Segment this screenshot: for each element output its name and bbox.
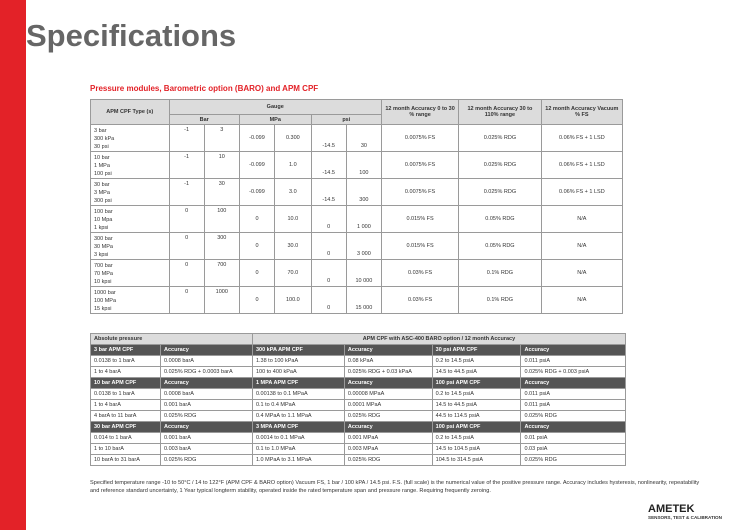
section-header-cell: Accuracy <box>161 378 253 389</box>
type-line: 1 kpsi <box>94 225 109 231</box>
table-cell: 0.025% RDG <box>161 411 253 422</box>
header-gauge: Gauge <box>169 100 381 115</box>
cell-mpa-lo: 0 <box>239 287 274 314</box>
table-cell: 0.025% RDG <box>344 455 432 466</box>
table-cell: 0.025% RDG + 0.03 kPaA <box>344 367 432 378</box>
table-cell: 104.5 to 314.5 psiA <box>432 455 521 466</box>
table-cell: 0.03 psiA <box>521 444 626 455</box>
table-cell: 0.0014 to 0.1 MPaA <box>252 433 344 444</box>
type-cell <box>91 260 170 287</box>
cell-bar-lo: 0 <box>169 206 204 233</box>
header-accuracy-low: 12 month Accuracy 0 to 30 % range <box>381 100 458 125</box>
type-cell <box>91 152 170 179</box>
cell-bar-lo: 0 <box>169 260 204 287</box>
section-header-cell: Accuracy <box>344 345 432 356</box>
cell-acc1: 0.03% FS <box>381 260 458 287</box>
table-cell: 10 barA to 31 barA <box>91 455 161 466</box>
type-line: 30 bar <box>94 182 110 188</box>
table-cell: 0.011 psiA <box>521 356 626 367</box>
table-row <box>91 444 626 455</box>
section-header-cell: 3 bar APM CPF <box>91 345 161 356</box>
cell-psi-lo: -14.5 <box>311 152 346 179</box>
table-row <box>91 400 626 411</box>
section-header-cell: 30 psi APM CPF <box>432 345 521 356</box>
baro-title-left: Absolute pressure <box>91 334 253 345</box>
table-cell: 0.025% RDG <box>344 411 432 422</box>
page-title: Specifications <box>26 18 237 53</box>
cell-bar-hi: 300 <box>204 233 239 260</box>
cell-bar-lo: -1 <box>169 179 204 206</box>
table-cell: 0.025% RDG + 0.003 psiA <box>521 367 626 378</box>
table-cell: 0.001 MPaA <box>344 433 432 444</box>
section-header-row <box>91 345 626 356</box>
type-cell <box>91 206 170 233</box>
cell-bar-hi: 10 <box>204 152 239 179</box>
section-header-cell: 3 MPA APM CPF <box>252 422 344 433</box>
cell-psi-hi: 30 <box>346 125 381 152</box>
section-header-cell: 300 kPA APM CPF <box>252 345 344 356</box>
cell-acc1: 0.0075% FS <box>381 152 458 179</box>
cell-mpa-lo: 0 <box>239 233 274 260</box>
cell-acc3: N/A <box>541 287 622 314</box>
header-psi: psi <box>311 115 381 125</box>
cell-psi-lo: 0 <box>311 206 346 233</box>
table-row <box>91 389 626 400</box>
table-cell: 14.5 to 104.5 psiA <box>432 444 521 455</box>
cell-psi-hi: 10 000 <box>346 260 381 287</box>
cell-acc1: 0.0075% FS <box>381 125 458 152</box>
table-row <box>91 433 626 444</box>
table-cell: 0.014 to 1 barA <box>91 433 161 444</box>
cell-mpa-hi: 100.0 <box>275 287 312 314</box>
type-line: 10 kpsi <box>94 279 112 285</box>
table-cell: 0.2 to 14.5 psiA <box>432 433 521 444</box>
section-heading: Pressure modules, Barometric option (BARO) and APM CPF <box>90 84 319 93</box>
table-cell: 1.0 MPaA to 3.1 MPaA <box>252 455 344 466</box>
section-header-cell: 100 psi APM CPF <box>432 378 521 389</box>
baro-spec-table <box>90 333 626 466</box>
table-row <box>91 367 626 378</box>
table-row <box>91 260 623 287</box>
table-row <box>91 411 626 422</box>
table-cell: 0.025% RDG <box>521 411 626 422</box>
cell-acc3: N/A <box>541 206 622 233</box>
table-row <box>91 206 623 233</box>
ametek-logo <box>648 503 722 520</box>
table-cell: 0.001 barA <box>161 400 253 411</box>
cell-psi-hi: 100 <box>346 152 381 179</box>
cell-acc2: 0.025% RDG <box>459 152 542 179</box>
logo-brand: AMETEK <box>648 503 695 515</box>
type-line: 3 kpsi <box>94 252 109 258</box>
cell-bar-lo: 0 <box>169 233 204 260</box>
header-bar: Bar <box>169 115 239 125</box>
type-line: 10 bar <box>94 155 110 161</box>
logo-tagline: SENSORS, TEST & CALIBRATION <box>648 515 722 520</box>
cell-bar-hi: 100 <box>204 206 239 233</box>
cell-mpa-hi: 3.0 <box>275 179 312 206</box>
section-header-cell: 10 bar APM CPF <box>91 378 161 389</box>
cpf-spec-table <box>90 99 623 314</box>
cell-acc2: 0.025% RDG <box>459 125 542 152</box>
cell-acc2: 0.025% RDG <box>459 179 542 206</box>
type-line: 3 bar <box>94 128 107 134</box>
table-cell: 0.025% RDG + 0.0003 barA <box>161 367 253 378</box>
cell-bar-hi: 1000 <box>204 287 239 314</box>
cell-mpa-lo: -0.099 <box>239 125 274 152</box>
table-cell: 0.0138 to 1 barA <box>91 356 161 367</box>
section-header-cell: 1 MPA APM CPF <box>252 378 344 389</box>
cell-bar-lo: 0 <box>169 287 204 314</box>
type-line: 300 bar <box>94 236 113 242</box>
table-cell: 4 barA to 11 barA <box>91 411 161 422</box>
cell-acc1: 0.015% FS <box>381 233 458 260</box>
type-line: 1000 bar <box>94 290 116 296</box>
table-cell: 0.1 to 0.4 MPaA <box>252 400 344 411</box>
cell-mpa-hi: 30.0 <box>275 233 312 260</box>
table-cell: 1 to 4 barA <box>91 367 161 378</box>
table-cell: 1.38 to 100 kPaA <box>252 356 344 367</box>
cell-acc3: 0.06% FS + 1 LSD <box>541 152 622 179</box>
table-cell: 100 to 400 kPaA <box>252 367 344 378</box>
page <box>26 0 750 530</box>
cell-psi-lo: 0 <box>311 260 346 287</box>
cell-mpa-lo: 0 <box>239 206 274 233</box>
table-cell: 0.0008 barA <box>161 389 253 400</box>
table-cell: 0.00008 MPaA <box>344 389 432 400</box>
type-line: 300 psi <box>94 198 112 204</box>
cell-acc1: 0.03% FS <box>381 287 458 314</box>
cell-psi-lo: -14.5 <box>311 125 346 152</box>
cell-acc1: 0.0075% FS <box>381 179 458 206</box>
cell-mpa-hi: 0.300 <box>275 125 312 152</box>
cell-mpa-lo: -0.099 <box>239 179 274 206</box>
table-cell: 0.003 barA <box>161 444 253 455</box>
cell-psi-hi: 300 <box>346 179 381 206</box>
table-cell: 0.08 kPaA <box>344 356 432 367</box>
section-header-cell: Accuracy <box>521 378 626 389</box>
header-type: APM CPF Type (s) <box>91 100 170 125</box>
cell-bar-hi: 700 <box>204 260 239 287</box>
cell-acc3: 0.06% FS + 1 LSD <box>541 179 622 206</box>
section-header-cell: Accuracy <box>161 422 253 433</box>
cell-mpa-hi: 10.0 <box>275 206 312 233</box>
header-accuracy-vacuum: 12 month Accuracy Vacuum % FS <box>541 100 622 125</box>
table-cell: 0.1 to 1.0 MPaA <box>252 444 344 455</box>
cell-acc2: 0.05% RDG <box>459 233 542 260</box>
section-header-row <box>91 422 626 433</box>
type-cell <box>91 233 170 260</box>
type-cell <box>91 179 170 206</box>
cell-psi-hi: 15 000 <box>346 287 381 314</box>
table-row <box>91 179 623 206</box>
section-header-cell: Accuracy <box>344 378 432 389</box>
table-cell: 0.4 MPaA to 1.1 MPaA <box>252 411 344 422</box>
section-header-row <box>91 378 626 389</box>
cell-acc1: 0.015% FS <box>381 206 458 233</box>
table-cell: 0.2 to 14.5 psiA <box>432 356 521 367</box>
cell-psi-hi: 1 000 <box>346 206 381 233</box>
cell-psi-lo: 0 <box>311 287 346 314</box>
table-cell: 0.01 psiA <box>521 433 626 444</box>
table-cell: 1 to 10 barA <box>91 444 161 455</box>
cell-acc2: 0.1% RDG <box>459 260 542 287</box>
table-cell: 0.011 psiA <box>521 400 626 411</box>
type-line: 100 bar <box>94 209 113 215</box>
table-row <box>91 152 623 179</box>
type-line: 30 MPa <box>94 244 113 250</box>
type-cell <box>91 125 170 152</box>
header-mpa: MPa <box>239 115 311 125</box>
type-line: 3 MPa <box>94 190 110 196</box>
table-row <box>91 233 623 260</box>
type-line: 1 MPa <box>94 163 110 169</box>
cell-psi-hi: 3 000 <box>346 233 381 260</box>
cell-mpa-hi: 1.0 <box>275 152 312 179</box>
type-line: 30 psi <box>94 144 109 150</box>
type-line: 15 kpsi <box>94 306 112 312</box>
table-row <box>91 287 623 314</box>
cell-psi-lo: 0 <box>311 233 346 260</box>
table-cell: 0.011 psiA <box>521 389 626 400</box>
table-row <box>91 356 626 367</box>
cell-bar-lo: -1 <box>169 125 204 152</box>
cell-acc3: 0.06% FS + 1 LSD <box>541 125 622 152</box>
cell-bar-lo: -1 <box>169 152 204 179</box>
section-header-cell: Accuracy <box>344 422 432 433</box>
type-line: 100 psi <box>94 171 112 177</box>
table-cell: 0.00138 to 0.1 MPaA <box>252 389 344 400</box>
type-cell <box>91 287 170 314</box>
cell-acc3: N/A <box>541 260 622 287</box>
cell-acc2: 0.1% RDG <box>459 287 542 314</box>
table-cell: 0.025% RDG <box>521 455 626 466</box>
type-line: 300 kPa <box>94 136 115 142</box>
section-header-cell: Accuracy <box>521 345 626 356</box>
cell-mpa-hi: 70.0 <box>275 260 312 287</box>
table-cell: 1 to 4 barA <box>91 400 161 411</box>
red-side-bar <box>0 0 26 530</box>
cell-acc2: 0.05% RDG <box>459 206 542 233</box>
section-header-cell: Accuracy <box>161 345 253 356</box>
cell-mpa-lo: 0 <box>239 260 274 287</box>
cell-acc3: N/A <box>541 233 622 260</box>
section-header-cell: Accuracy <box>521 422 626 433</box>
table-cell: 0.0138 to 1 barA <box>91 389 161 400</box>
section-header-cell: 100 psi APM CPF <box>432 422 521 433</box>
table-row <box>91 125 623 152</box>
header-accuracy-high: 12 month Accuracy 30 to 110% range <box>459 100 542 125</box>
type-line: 70 MPa <box>94 271 113 277</box>
table-cell: 14.5 to 44.5 psiA <box>432 400 521 411</box>
table-row <box>91 455 626 466</box>
type-line: 700 bar <box>94 263 113 269</box>
table-cell: 0.001 barA <box>161 433 253 444</box>
table-cell: 0.0001 MPaA <box>344 400 432 411</box>
table-cell: 0.0008 barA <box>161 356 253 367</box>
cell-psi-lo: -14.5 <box>311 179 346 206</box>
section-header-cell: 30 bar APM CPF <box>91 422 161 433</box>
cell-bar-hi: 30 <box>204 179 239 206</box>
table-cell: 0.003 MPaA <box>344 444 432 455</box>
type-line: 10 Mpa <box>94 217 113 223</box>
table-cell: 44.5 to 114.5 psiA <box>432 411 521 422</box>
baro-title-right: APM CPF with ASC-400 BARO option / 12 month Accuracy <box>252 334 625 345</box>
table-cell: 0.2 to 14.5 psiA <box>432 389 521 400</box>
cell-mpa-lo: -0.099 <box>239 152 274 179</box>
cell-bar-hi: 3 <box>204 125 239 152</box>
table-cell: 14.5 to 44.5 psiA <box>432 367 521 378</box>
footnote: Specified temperature range -10 to 50°C / 14 to 122°F (APM CPF & BARO option) Vacuum FS, 1 bar / 100 kPA / 14.5 psi. F.S. (full scale) is the numerical value of the positive pressure range. Accuracy includes hysteresis, nonlinearity, repeatability and reference standard uncertainty, 1 Year typical longterm stability, operated inside the rated temperature span and pressure range. Requiring frequently zeroing. <box>90 480 700 494</box>
table-cell: 0.025% RDG <box>161 455 253 466</box>
type-line: 100 MPa <box>94 298 117 304</box>
